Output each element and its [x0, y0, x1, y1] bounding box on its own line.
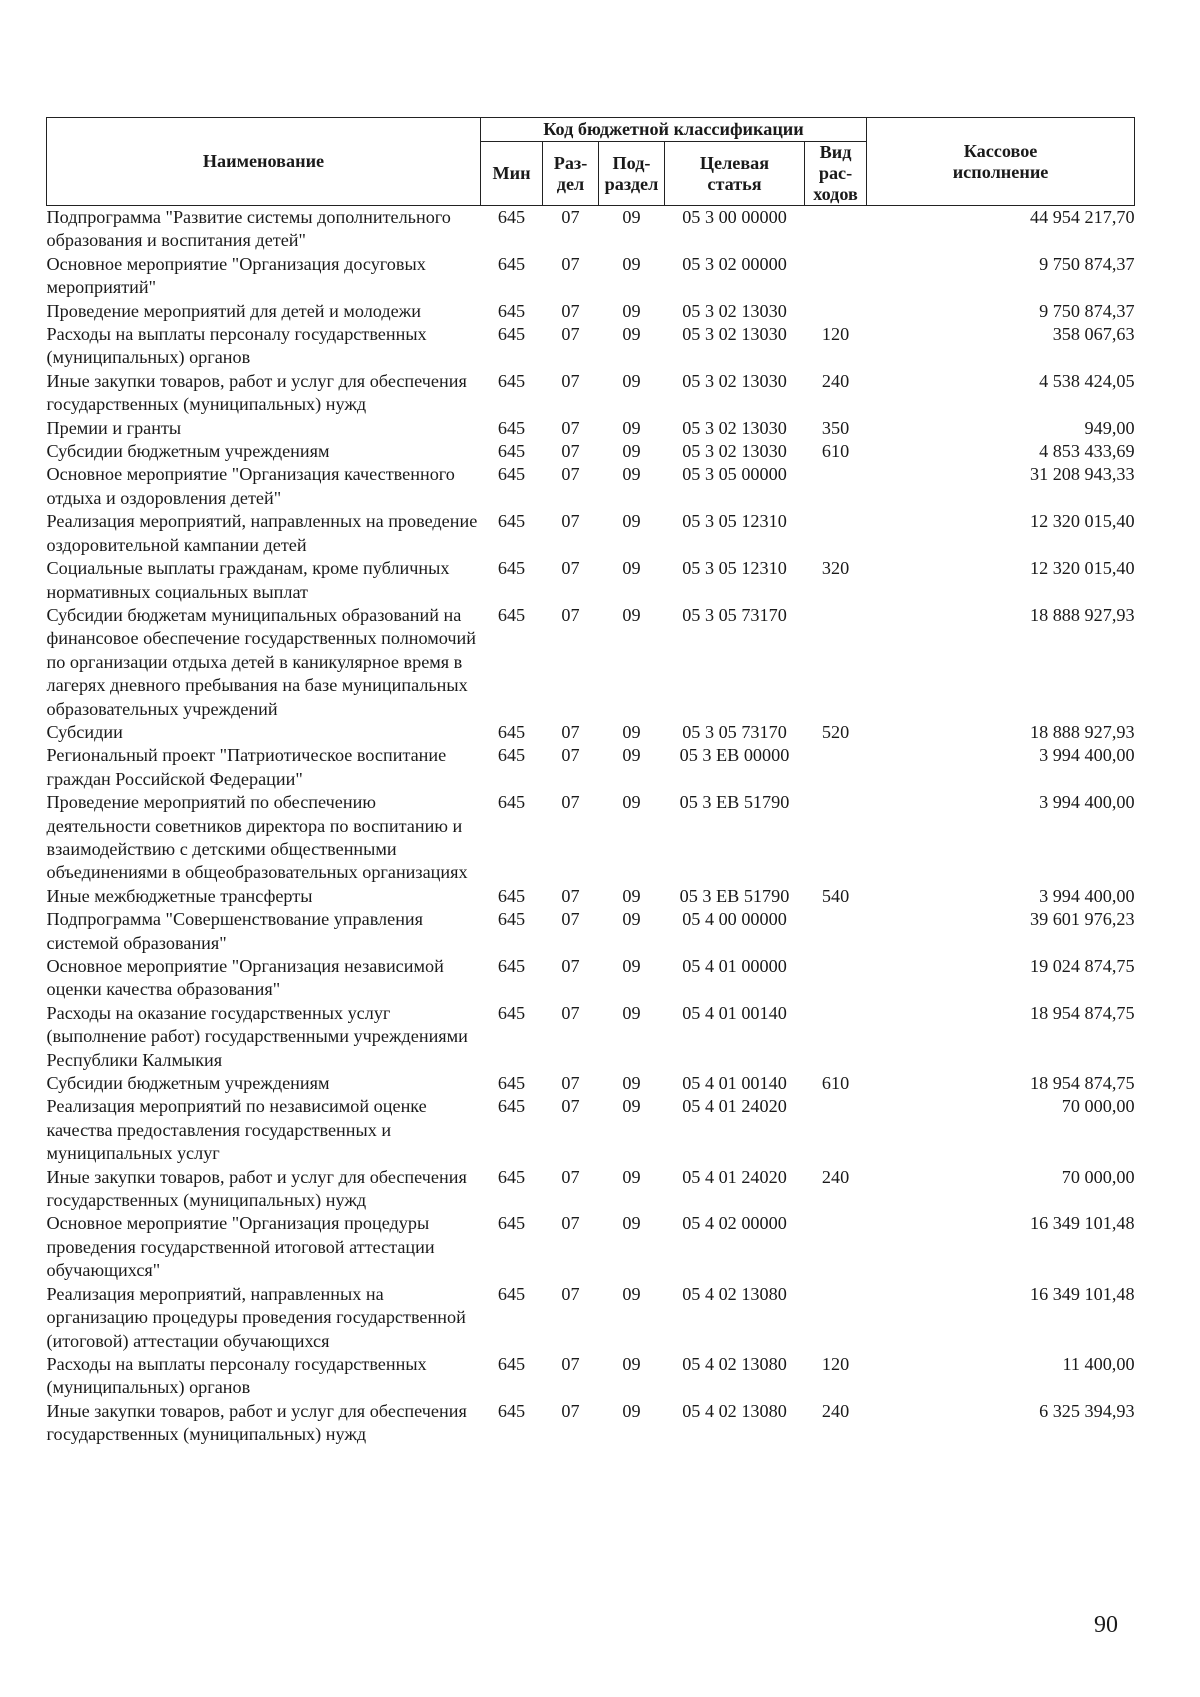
cell-podrazdel: 09: [622, 558, 641, 579]
table-row: [47, 1212, 1135, 1282]
cell-vid: [805, 253, 867, 300]
cell-min: 645: [497, 745, 526, 766]
table-row: [47, 1095, 1135, 1165]
cell-razdel: 07: [561, 792, 580, 813]
header-amount: Кассовое исполнение: [867, 118, 1135, 206]
cell-razdel: 07: [561, 956, 580, 976]
cell-name: Расходы на выплаты персоналу государственных (муниципальных) органов: [46, 1353, 427, 1398]
cell-name: Основное мероприятие "Организация качественного отдыха и оздоровления детей": [46, 464, 455, 508]
cell-vid: [805, 1002, 867, 1072]
cell-razdel: 07: [561, 885, 580, 906]
header-group: Код бюджетной классификации: [481, 118, 867, 142]
cell-amount: 9 750 874,37: [1039, 300, 1135, 321]
cell-amount: 6 325 394,93: [1039, 1400, 1135, 1421]
cell-min: 645: [497, 885, 526, 906]
cell-amount: 19 024 874,75: [1029, 956, 1135, 976]
cell-amount: 70 000,00: [1061, 1096, 1135, 1117]
cell-razdel: 07: [561, 511, 580, 532]
cell-vid: [805, 908, 867, 955]
table-row: [47, 1166, 1135, 1213]
cell-razdel: 07: [561, 207, 580, 227]
cell-razdel: 07: [561, 745, 580, 766]
table-row: [47, 885, 1135, 908]
cell-name: Основное мероприятие "Организация процедуры проведения государственной итоговой аттестации обучающихся": [46, 1213, 435, 1281]
cell-razdel: 07: [561, 1166, 580, 1187]
page-number: 90: [1094, 1612, 1118, 1638]
cell-podrazdel: 09: [622, 721, 641, 742]
cell-min: 645: [497, 558, 526, 579]
cell-celevaya: 05 3 02 13030: [682, 417, 787, 438]
cell-name: Иные закупки товаров, работ и услуг для обеспечения государственных (муниципальных) нужд: [46, 1166, 467, 1211]
cell-podrazdel: 09: [622, 417, 641, 438]
cell-min: 645: [497, 417, 526, 438]
cell-name: Премии и гранты: [46, 417, 182, 438]
header-name: Наименование: [47, 118, 481, 206]
cell-podrazdel: 09: [622, 370, 641, 391]
cell-celevaya: 05 4 02 00000: [682, 1213, 787, 1234]
cell-name: Реализация мероприятий по независимой оценке качества предоставления государственных и муниципальных услуг: [46, 1096, 427, 1164]
cell-min: 645: [497, 253, 526, 274]
table-row: [47, 206, 1135, 253]
cell-celevaya: 05 4 02 13080: [682, 1283, 787, 1304]
cell-razdel: 07: [561, 1400, 580, 1421]
table-row: [47, 253, 1135, 300]
cell-name: Реализация мероприятий, направленных на проведение оздоровительной кампании детей: [46, 511, 478, 555]
cell-razdel: 07: [561, 604, 580, 625]
cell-celevaya: 05 3 02 13030: [682, 441, 787, 462]
cell-podrazdel: 09: [622, 909, 641, 930]
cell-razdel: 07: [561, 417, 580, 438]
cell-vid: [805, 300, 867, 323]
cell-podrazdel: 09: [622, 464, 641, 485]
cell-podrazdel: 09: [622, 1213, 641, 1234]
cell-celevaya: 05 4 01 24020: [682, 1166, 787, 1187]
cell-celevaya: 05 3 ЕВ 00000: [679, 745, 790, 766]
cell-celevaya: 05 3 05 12310: [682, 511, 787, 532]
table-body: [47, 206, 1135, 1447]
cell-podrazdel: 09: [622, 1400, 641, 1421]
cell-vid: [805, 510, 867, 557]
table-row: [47, 744, 1135, 791]
cell-vid: 240: [821, 1400, 850, 1421]
cell-amount: 12 320 015,40: [1029, 558, 1135, 579]
cell-min: 645: [497, 441, 526, 462]
cell-amount: 18 888 927,93: [1029, 721, 1135, 742]
cell-vid: 120: [821, 1353, 850, 1374]
cell-name: Основное мероприятие "Организация досуговых мероприятий": [46, 253, 426, 298]
table-row: [47, 1072, 1135, 1095]
table-row: [47, 955, 1135, 1002]
cell-podrazdel: 09: [622, 1353, 641, 1374]
cell-razdel: 07: [561, 464, 580, 485]
table-row: [47, 1002, 1135, 1072]
cell-celevaya: 05 4 01 00140: [682, 1073, 787, 1094]
cell-celevaya: 05 3 05 73170: [682, 721, 787, 742]
header-podrazdel: Под- раздел: [599, 142, 665, 206]
cell-celevaya: 05 3 02 13030: [682, 324, 787, 345]
cell-amount: 4 853 433,69: [1039, 441, 1135, 462]
cell-min: 645: [497, 207, 526, 227]
table-row: [47, 323, 1135, 370]
cell-name: Проведение мероприятий для детей и молодежи: [46, 300, 421, 321]
cell-vid: [805, 744, 867, 791]
cell-vid: 350: [821, 417, 850, 438]
cell-podrazdel: 09: [622, 1073, 641, 1094]
cell-podrazdel: 09: [622, 792, 641, 813]
cell-podrazdel: 09: [622, 604, 641, 625]
cell-vid: 320: [821, 558, 850, 579]
cell-amount: 3 994 400,00: [1039, 745, 1135, 766]
cell-celevaya: 05 4 02 13080: [682, 1400, 787, 1421]
table-row: [47, 721, 1135, 744]
cell-vid: 610: [821, 441, 850, 462]
cell-razdel: 07: [561, 1353, 580, 1374]
cell-amount: 12 320 015,40: [1029, 511, 1135, 532]
cell-razdel: 07: [561, 1002, 580, 1023]
cell-razdel: 07: [561, 1073, 580, 1094]
cell-amount: 358 067,63: [1052, 324, 1135, 345]
cell-amount: 4 538 424,05: [1039, 370, 1135, 391]
cell-name: Региональный проект "Патриотическое воспитание граждан Российской Федерации": [46, 745, 447, 789]
cell-razdel: 07: [561, 1283, 580, 1304]
table-row: [47, 370, 1135, 417]
cell-razdel: 07: [561, 370, 580, 391]
cell-min: 645: [497, 792, 526, 813]
cell-amount: 70 000,00: [1061, 1166, 1135, 1187]
cell-name: Подпрограмма "Совершенствование управления системой образования": [46, 909, 424, 953]
cell-vid: [805, 791, 867, 885]
cell-podrazdel: 09: [622, 1002, 641, 1023]
cell-min: 645: [497, 604, 526, 625]
cell-celevaya: 05 3 02 13030: [682, 300, 787, 321]
cell-amount: 16 349 101,48: [1029, 1213, 1135, 1234]
cell-min: 645: [497, 1166, 526, 1187]
table-row: [47, 463, 1135, 510]
cell-celevaya: 05 3 05 00000: [682, 464, 787, 485]
cell-min: 645: [497, 1400, 526, 1421]
cell-name: Субсидии бюджетам муниципальных образований на финансовое обеспечение государственных полномочий по организации отдыха детей в каникулярное время в лагерях дневного пребывания на базе муниципальных образовательных учреждений: [46, 604, 477, 719]
cell-min: 645: [497, 721, 526, 742]
cell-podrazdel: 09: [622, 885, 641, 906]
cell-min: 645: [497, 1002, 526, 1023]
cell-podrazdel: 09: [622, 441, 641, 462]
cell-amount: 949,00: [1084, 417, 1135, 438]
cell-podrazdel: 09: [622, 956, 641, 976]
cell-min: 645: [497, 464, 526, 485]
cell-podrazdel: 09: [622, 1166, 641, 1187]
cell-min: 645: [497, 956, 526, 976]
cell-podrazdel: 09: [622, 207, 641, 227]
cell-name: Иные закупки товаров, работ и услуг для обеспечения государственных (муниципальных) нужд: [46, 370, 467, 415]
cell-razdel: 07: [561, 253, 580, 274]
cell-amount: 31 208 943,33: [1029, 464, 1135, 485]
table-row: [47, 1353, 1135, 1400]
cell-vid: 240: [821, 1166, 850, 1187]
header-vid: Вид рас- ходов: [805, 142, 867, 206]
cell-min: 645: [497, 370, 526, 391]
cell-razdel: 07: [561, 1213, 580, 1234]
cell-name: Иные закупки товаров, работ и услуг для обеспечения государственных (муниципальных) нужд: [46, 1400, 467, 1445]
cell-podrazdel: 09: [622, 1096, 641, 1117]
cell-vid: [805, 1283, 867, 1353]
cell-name: Расходы на оказание государственных услуг (выполнение работ) государственными учреждениями Республики Калмыкия: [46, 1002, 468, 1070]
cell-amount: 18 888 927,93: [1029, 604, 1135, 625]
cell-amount: 3 994 400,00: [1039, 792, 1135, 813]
cell-amount: 11 400,00: [1062, 1353, 1135, 1374]
cell-name: Реализация мероприятий, направленных на организацию процедуры проведения государственной (итоговой) аттестации обучающихся: [46, 1283, 466, 1351]
cell-celevaya: 05 4 01 00000: [682, 956, 787, 976]
cell-celevaya: 05 3 02 00000: [682, 253, 787, 274]
cell-min: 645: [497, 300, 526, 321]
cell-name: Субсидии бюджетным учреждениям: [46, 1073, 330, 1094]
cell-min: 645: [497, 909, 526, 930]
cell-amount: 9 750 874,37: [1039, 253, 1135, 274]
budget-table: [46, 117, 1135, 1447]
cell-podrazdel: 09: [622, 511, 641, 532]
cell-vid: 120: [821, 324, 850, 345]
cell-razdel: 07: [561, 324, 580, 345]
header-celevaya: Целевая статья: [665, 142, 805, 206]
cell-vid: [805, 1095, 867, 1165]
cell-vid: 240: [821, 370, 850, 391]
cell-amount: 39 601 976,23: [1029, 909, 1135, 930]
cell-min: 645: [497, 1096, 526, 1117]
cell-amount: 18 954 874,75: [1029, 1002, 1135, 1023]
cell-podrazdel: 09: [622, 745, 641, 766]
cell-vid: [805, 463, 867, 510]
cell-name: Иные межбюджетные трансферты: [46, 885, 313, 906]
cell-min: 645: [497, 324, 526, 345]
cell-razdel: 07: [561, 441, 580, 462]
header-min: Мин: [481, 142, 543, 206]
table-row: [47, 300, 1135, 323]
cell-amount: 18 954 874,75: [1029, 1073, 1135, 1094]
cell-podrazdel: 09: [622, 300, 641, 321]
cell-podrazdel: 09: [622, 324, 641, 345]
table-row: [47, 604, 1135, 721]
cell-min: 645: [497, 1213, 526, 1234]
table-row: [47, 908, 1135, 955]
cell-celevaya: 05 4 01 00140: [682, 1002, 787, 1023]
cell-name: Субсидии: [46, 721, 123, 742]
cell-podrazdel: 09: [622, 1283, 641, 1304]
cell-name: Расходы на выплаты персоналу государственных (муниципальных) органов: [46, 324, 427, 368]
cell-razdel: 07: [561, 1096, 580, 1117]
cell-razdel: 07: [561, 300, 580, 321]
cell-min: 645: [497, 511, 526, 532]
cell-celevaya: 05 3 05 12310: [682, 558, 787, 579]
cell-vid: [805, 955, 867, 1002]
table-row: [47, 417, 1135, 440]
cell-vid: 610: [821, 1073, 850, 1094]
cell-vid: [805, 206, 867, 253]
cell-razdel: 07: [561, 721, 580, 742]
cell-celevaya: 05 4 01 24020: [682, 1096, 787, 1117]
cell-amount: 44 954 217,70: [1029, 207, 1135, 227]
cell-podrazdel: 09: [622, 253, 641, 274]
cell-vid: [805, 1212, 867, 1282]
table-row: [47, 791, 1135, 885]
cell-vid: 540: [821, 885, 850, 906]
cell-amount: 16 349 101,48: [1029, 1283, 1135, 1304]
cell-celevaya: 05 4 00 00000: [682, 909, 787, 930]
cell-name: Проведение мероприятий по обеспечению деятельности советников директора по воспитанию и взаимодействию с детскими общественными объединениями в общеобразовательных организациях: [46, 792, 468, 883]
table-row: [47, 510, 1135, 557]
cell-min: 645: [497, 1073, 526, 1094]
table-row: [47, 1400, 1135, 1447]
cell-name: Основное мероприятие "Организация независимой оценки качества образования": [46, 956, 444, 1000]
table-row: [47, 1283, 1135, 1353]
cell-celevaya: 05 3 00 00000: [682, 207, 787, 227]
table-row: [47, 557, 1135, 604]
cell-name: Подпрограмма "Развитие системы дополнительного образования и воспитания детей": [46, 207, 451, 251]
cell-min: 645: [497, 1283, 526, 1304]
cell-min: 645: [497, 1353, 526, 1374]
cell-razdel: 07: [561, 558, 580, 579]
table-header: [47, 118, 1135, 206]
cell-vid: [805, 604, 867, 721]
cell-vid: 520: [821, 721, 850, 742]
cell-celevaya: 05 4 02 13080: [682, 1353, 787, 1374]
cell-celevaya: 05 3 ЕВ 51790: [679, 792, 790, 813]
header-razdel: Раз- дел: [543, 142, 599, 206]
cell-celevaya: 05 3 05 73170: [682, 604, 787, 625]
cell-name: Субсидии бюджетным учреждениям: [46, 441, 330, 462]
cell-celevaya: 05 3 ЕВ 51790: [679, 885, 790, 906]
cell-celevaya: 05 3 02 13030: [682, 370, 787, 391]
cell-name: Социальные выплаты гражданам, кроме публичных нормативных социальных выплат: [46, 558, 450, 602]
cell-razdel: 07: [561, 909, 580, 930]
cell-amount: 3 994 400,00: [1039, 885, 1135, 906]
table-row: [47, 440, 1135, 463]
